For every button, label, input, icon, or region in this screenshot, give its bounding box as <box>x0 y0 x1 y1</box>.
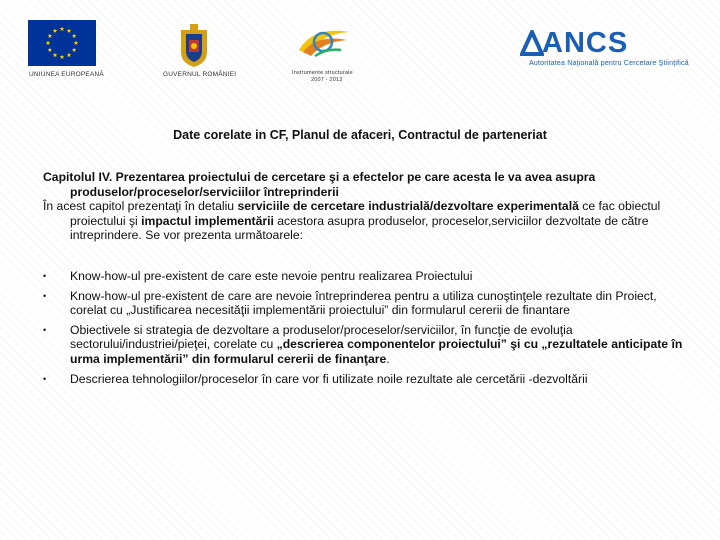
structural-caption-line1: Instrumente structurale <box>292 70 353 76</box>
list-item-bold-text: „descrierea componentelor proiectului” şi cu „rezultatele anticipate în urma implementării” din formularul cererii de finanţare <box>70 337 683 366</box>
romanian-coat-of-arms-logo <box>177 22 211 68</box>
chapter-heading-text: Capitolul IV. Prezentarea proiectului de cercetare şi a efectelor pe care acesta le va avea asupra produselor/proceselor/serviciilor întreprinderii <box>43 170 596 199</box>
list-item-text-end: . <box>386 351 390 366</box>
structural-caption-line2: 2007 - 2013 <box>311 77 343 83</box>
gov-caption: GUVERNUL ROMÂNIEI <box>163 71 237 78</box>
document-title: Date corelate in CF, Planul de afaceri, Contractul de parteneriat <box>173 128 547 142</box>
document-body <box>43 170 683 386</box>
bullet-icon: • <box>43 290 47 301</box>
ancs-logo-text: ANCS <box>542 27 629 59</box>
intro-bold-2: impactul implementării <box>141 213 274 228</box>
eu-caption: UNIUNEA EUROPEANĂ <box>29 71 104 78</box>
list-item-text: Know-how-ul pre-existent de care este nevoie pentru realizarea Proiectului <box>70 268 473 283</box>
bullet-icon: • <box>43 270 47 281</box>
list-item-text: Know-how-ul pre-existent de care are nevoie întreprinderea pentru a utiliza cunoştinţele rezultate din Proiect, corelat cu „Justificarea necesităţii implementării proiectului” din formularul cererii de finantare <box>70 288 657 318</box>
ancs-logo-mark <box>520 30 544 56</box>
ancs-caption: Autoritatea Naţională pentru Cercetare Ştiinţifică <box>529 60 689 67</box>
structural-instruments-logo <box>293 20 355 64</box>
intro-paragraph <box>43 199 683 243</box>
chapter-heading <box>43 170 683 199</box>
eu-flag-logo <box>28 20 96 66</box>
list-item <box>43 372 683 387</box>
logo-bar <box>0 0 720 95</box>
list-item-text: Obiectivele si strategia de dezvoltare a produselor/proceselor/serviciilor, în funcţie de evoluţia sectorului/industriei/pieţei, corelate cu <box>70 322 573 352</box>
bullet-icon: • <box>43 373 47 384</box>
list-item <box>43 269 683 284</box>
intro-text-1: În acest capitol prezentaţi în detaliu <box>43 199 238 214</box>
intro-text-2: ce fac obiectul proiectului şi <box>70 199 661 228</box>
requirements-list <box>43 269 683 386</box>
bullet-icon: • <box>43 324 47 335</box>
list-item-text: Descrierea tehnologiilor/proceselor în care vor fi utilizate noile rezultate ale cercetării -dezvoltării <box>70 371 588 386</box>
list-item <box>43 323 683 367</box>
intro-text-3: acestora asupra produselor, proceselor,serviciilor dezvoltate de către intreprindere. Se vor prezenta următoarele: <box>70 213 649 243</box>
intro-bold-1: serviciile de cercetare industrială/dezvoltare experimentală <box>237 199 579 214</box>
list-item <box>43 289 683 318</box>
